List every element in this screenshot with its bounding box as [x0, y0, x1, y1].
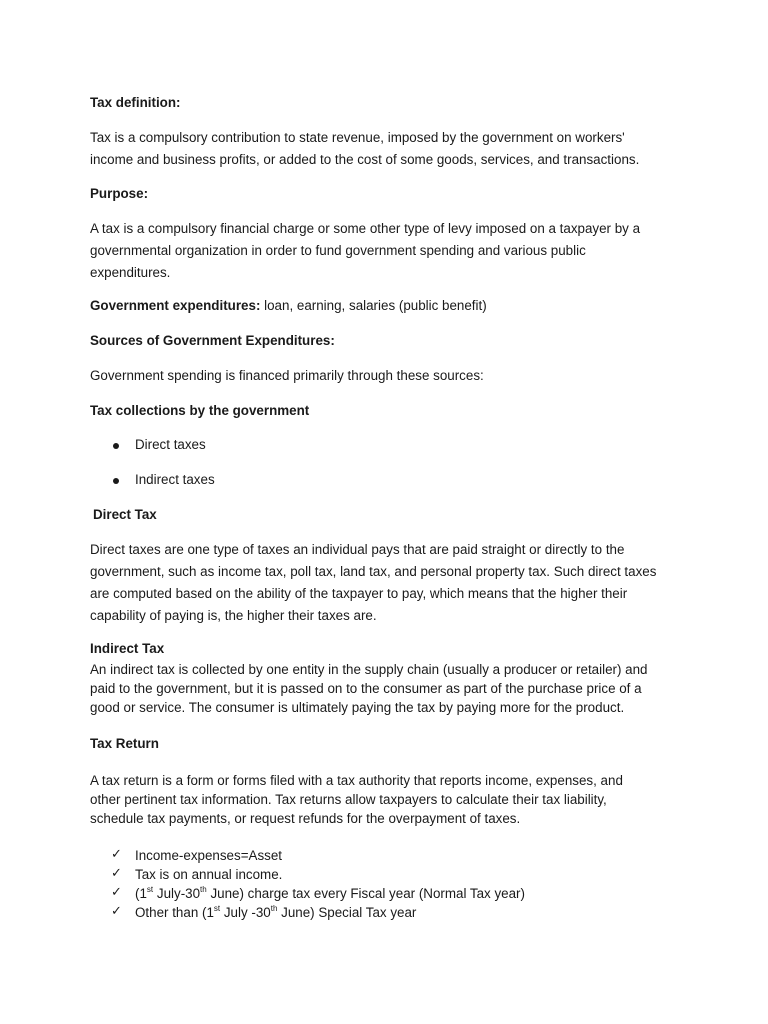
check-icon: ✓ [111, 847, 122, 862]
checklist-text: July-30 [153, 886, 201, 901]
checklist-text: Other than (1 [135, 905, 214, 920]
ordinal-suffix: th [200, 884, 207, 894]
checklist-item [135, 903, 416, 922]
paragraph-line: government, such as income tax, poll tax, land tax, and personal property tax. Such direct taxes [90, 564, 657, 579]
paragraph-line: capability of paying is, the higher their taxes are. [90, 608, 377, 623]
sources-heading: Sources of Government Expenditures: [90, 333, 335, 348]
paragraph-line: paid to the government, but it is passed on to the consumer as part of the purchase price of a [90, 681, 642, 696]
direct-tax-paragraph [90, 539, 656, 627]
tax-definition-heading: Tax definition: [90, 95, 181, 110]
indirect-tax-paragraph [90, 660, 648, 717]
check-icon: ✓ [111, 885, 122, 900]
paragraph-line: good or service. The consumer is ultimately paying the tax by paying more for the product. [90, 700, 625, 715]
check-icon: ✓ [111, 866, 122, 881]
checklist-text: (1 [135, 886, 147, 901]
tax-return-paragraph [90, 771, 623, 828]
checklist-text: June) Special Tax year [277, 905, 417, 920]
purpose-paragraph [90, 218, 640, 284]
checklist-item: Income-expenses=Asset [135, 848, 283, 863]
tax-definition-paragraph [90, 127, 639, 171]
paragraph-line: governmental organization in order to fund government spending and various public [90, 243, 586, 258]
gov-expenditures-text: loan, earning, salaries (public benefit) [260, 298, 487, 313]
gov-expenditures-line [90, 298, 487, 313]
paragraph-line: expenditures. [90, 265, 171, 280]
paragraph-line: income and business profits, or added to the cost of some goods, services, and transactions. [90, 152, 640, 167]
checklist-text: June) charge tax every Fiscal year (Normal Tax year) [206, 886, 525, 901]
tax-collections-heading: Tax collections by the government [90, 403, 310, 418]
bullet-icon [113, 478, 119, 484]
paragraph-line: A tax is a compulsory financial charge or some other type of levy imposed on a taxpayer by a [90, 221, 641, 236]
list-item-indirect-taxes: Indirect taxes [135, 472, 215, 487]
gov-expenditures-label: Government expenditures: [90, 298, 261, 313]
ordinal-suffix: th [270, 903, 278, 913]
checklist-text: July -30 [220, 905, 271, 920]
paragraph-line: are computed based on the ability of the taxpayer to pay, which means that the higher their [90, 586, 628, 601]
checklist-item [135, 884, 525, 903]
direct-tax-heading: Direct Tax [93, 507, 157, 522]
list-item-direct-taxes: Direct taxes [135, 437, 206, 452]
ordinal-suffix: st [213, 903, 221, 913]
paragraph-line: schedule tax payments, or request refunds for the overpayment of taxes. [90, 811, 521, 826]
indirect-tax-heading: Indirect Tax [90, 641, 165, 656]
bullet-icon [113, 443, 119, 449]
checklist-item: Tax is on annual income. [135, 867, 283, 882]
ordinal-suffix: st [146, 884, 154, 894]
tax-return-heading: Tax Return [90, 736, 159, 751]
sources-paragraph: Government spending is financed primarily through these sources: [90, 368, 484, 383]
paragraph-line: An indirect tax is collected by one entity in the supply chain (usually a producer or retailer) and [90, 662, 648, 677]
paragraph-line: A tax return is a form or forms filed with a tax authority that reports income, expenses, and [90, 773, 623, 788]
paragraph-line: Direct taxes are one type of taxes an individual pays that are paid straight or directly to the [90, 542, 625, 557]
paragraph-line: other pertinent tax information. Tax returns allow taxpayers to calculate their tax liability, [90, 792, 607, 807]
check-icon: ✓ [111, 904, 122, 919]
purpose-heading: Purpose: [90, 186, 149, 201]
paragraph-line: Tax is a compulsory contribution to state revenue, imposed by the government on workers' [90, 130, 625, 145]
